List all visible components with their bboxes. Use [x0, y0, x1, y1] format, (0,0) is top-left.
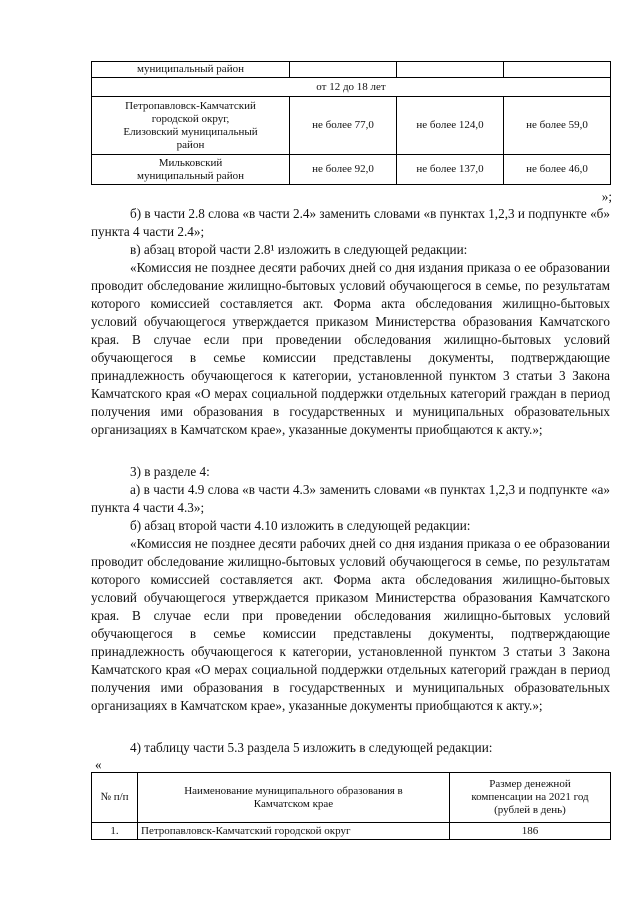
table-row — [92, 823, 611, 840]
column-header-municipality — [138, 773, 450, 823]
municipality-name-line: Елизовский муниципальный — [123, 125, 258, 138]
table-cell: не более 92,0 — [290, 155, 397, 185]
header-line: (рублей в день) — [494, 804, 566, 816]
table-row — [92, 97, 611, 155]
column-header-number: № п/п — [92, 773, 138, 823]
table-cell: Петропавловск-Камчатский городской округ — [138, 823, 450, 840]
paragraph: 4) таблицу части 5.3 раздела 5 изложить в следующей редакции: — [130, 740, 493, 755]
table-cell: муниципальный район — [92, 62, 290, 78]
municipality-name-line: Мильковский — [158, 156, 223, 169]
table-cell — [92, 97, 290, 155]
paragraph: «Комиссия не позднее десяти рабочих дней со дня издания приказа о ее образовании проводит обследование жилищно-бытовых условий обучающегося в семье, по результатам которого комиссией составляется акт. Форма акта обследования жилищно-бытовых условий обучающегося утверждается приказом Министерства образования Камчатского края. В случае если при проведении обследования жилищно-бытовых условий обучающегося в семье комиссии представлены документы, подтверждающие принадлежность обучающегося к категории, установленной пунктом 3 статьи 3 Закона Камчатского края «О мерах социальной поддержки отдельных категорий граждан в период получения ими образования в государственных и муниципальных образовательных организациях в Камчатском крае», указанные документы приобщаются к акту.»; — [91, 260, 610, 437]
table-cell: 1. — [92, 823, 138, 840]
header-line: Размер денежной — [489, 778, 571, 790]
compensation-table — [91, 772, 611, 840]
table-cell: не более 46,0 — [504, 155, 611, 185]
municipality-name-line: Петропавловск-Камчатский — [125, 99, 256, 112]
header-line: Камчатском крае — [253, 797, 334, 810]
quote-close-mark: »; — [601, 189, 612, 204]
paragraph: а) в части 4.9 слова «в части 4.3» заменить словами «в пунктах 1,2,3 и подпункте «а» пункта 4 части 4.3»; — [91, 482, 610, 515]
municipality-name-line: муниципальный район — [137, 169, 244, 182]
table-cell — [397, 62, 504, 78]
paragraph: в) абзац второй части 2.8¹ изложить в следующей редакции: — [130, 242, 468, 257]
table-header-row — [92, 773, 611, 823]
header-line: Наименование муниципального образования в — [184, 784, 403, 797]
municipality-name-line: район — [176, 138, 205, 151]
table-cell — [290, 62, 397, 78]
column-header-compensation — [450, 773, 611, 823]
header-line: компенсации на 2021 год — [471, 791, 589, 803]
table-row — [92, 155, 611, 185]
allowance-table — [91, 61, 611, 185]
table-row — [92, 62, 611, 78]
table-cell: не более 137,0 — [397, 155, 504, 185]
table-cell: 186 — [450, 823, 611, 840]
table-cell — [92, 155, 290, 185]
table-row — [92, 78, 611, 97]
paragraph: б) абзац второй части 4.10 изложить в следующей редакции: — [130, 518, 471, 533]
table-cell: не более 59,0 — [504, 97, 611, 155]
municipality-name-line: городской округ, — [151, 112, 230, 125]
table-cell: не более 124,0 — [397, 97, 504, 155]
quote-open-mark: « — [95, 757, 102, 772]
age-group-header: от 12 до 18 лет — [92, 78, 611, 97]
paragraph: 3) в разделе 4: — [130, 464, 210, 479]
table-cell: не более 77,0 — [290, 97, 397, 155]
table-cell — [504, 62, 611, 78]
paragraph: «Комиссия не позднее десяти рабочих дней со дня издания приказа о ее образовании проводит обследование жилищно-бытовых условий обучающегося в семье, по результатам которого комиссией составляется акт. Форма акта обследования жилищно-бытовых условий обучающегося утверждается приказом Министерства образования Камчатского края. В случае если при проведении обследования жилищно-бытовых условий обучающегося в семье комиссии представлены документы, подтверждающие принадлежность обучающегося к категории, установленной пунктом 3 статьи 3 Закона Камчатского края «О мерах социальной поддержки отдельных категорий граждан в период получения ими образования в государственных и муниципальных образовательных организациях в Камчатском крае», указанные документы приобщаются к акту.»; — [91, 536, 610, 713]
paragraph: б) в части 2.8 слова «в части 2.4» заменить словами «в пунктах 1,2,3 и подпункте «б» пункта 4 части 2.4»; — [91, 206, 610, 239]
